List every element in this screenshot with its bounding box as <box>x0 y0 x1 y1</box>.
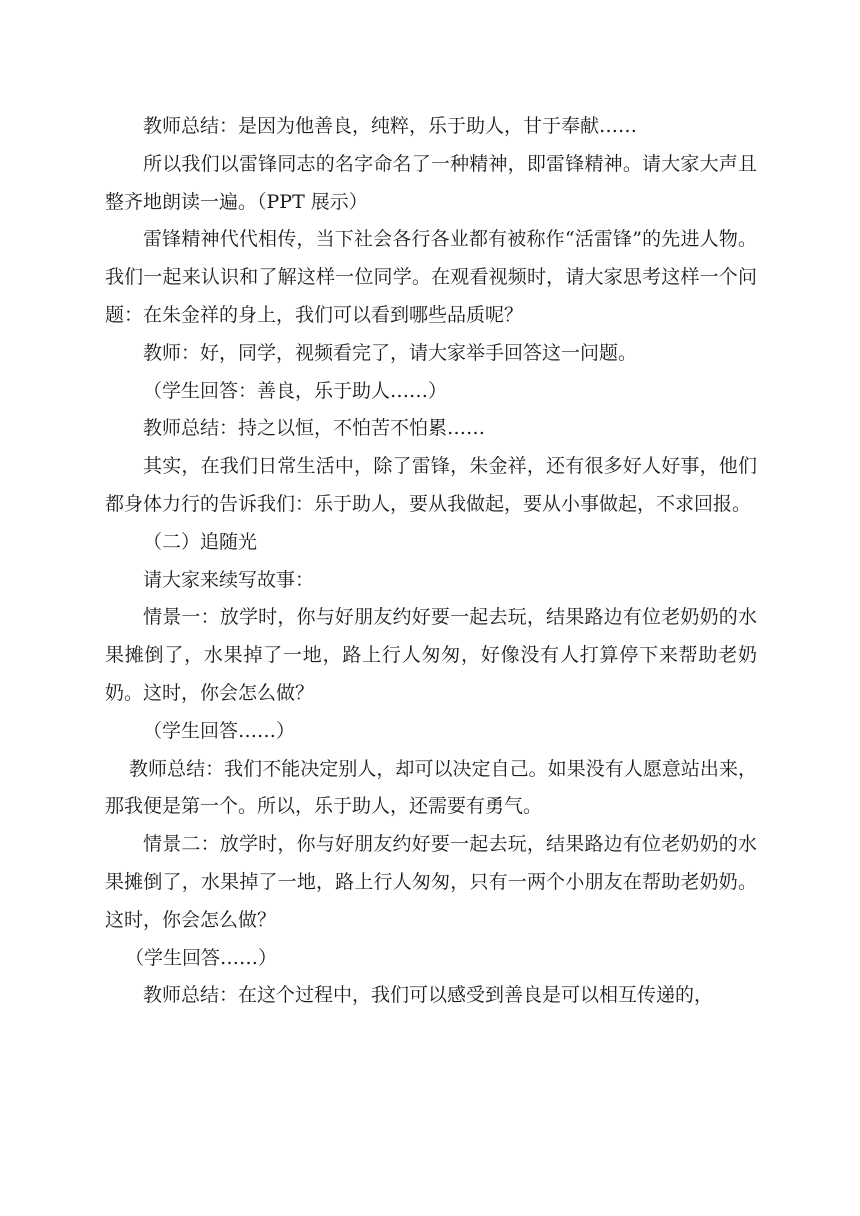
paragraph-scenario-two: 情景二：放学时，你与好朋友约好要一起去玩，结果路边有位老奶奶的水果摊倒了，水果掉了一地，路上行人匆匆，只有一两个小朋友在帮助老奶奶。这时，你会怎么做？ <box>105 833 757 931</box>
paragraph-student-answer-1: （学生回答：善良，乐于助人……） <box>143 379 448 402</box>
paragraph-continue-story: 请大家来续写故事： <box>143 568 315 591</box>
paragraph-teacher-summary-2: 教师总结：持之以恒，不怕苦不怕累…… <box>143 417 486 440</box>
paragraph-student-answer-2: （学生回答……） <box>143 719 296 742</box>
section-heading-follow-light: （二）追随光 <box>143 530 258 553</box>
paragraph-teacher-summary-4: 教师总结：在这个过程中，我们可以感受到善良是可以相互传递的， <box>143 984 714 1007</box>
paragraph-scenario-one: 情景一：放学时，你与好朋友约好要一起去玩，结果路边有位老奶奶的水果摊倒了，水果掉了一地，路上行人匆匆，好像没有人打算停下来帮助老奶奶。这时，你会怎么做？ <box>105 606 757 704</box>
paragraph-spirit-passed-on: 雷锋精神代代相传，当下社会各行各业都有被称作“活雷锋”的先进人物。我们一起来认识和了解这样一位同学。在观看视频时，请大家思考这样一个问题：在朱金祥的身上，我们可以看到哪些品质呢？ <box>105 228 757 326</box>
paragraph-teacher-summary-1: 教师总结：是因为他善良，纯粹，乐于助人，甘于奉献…… <box>143 115 638 137</box>
paragraph-teacher-summary-3: 教师总结：我们不能决定别人，却可以决定自己。如果没有人愿意站出来，那我便是第一个。所以，乐于助人，还需要有勇气。 <box>105 757 757 818</box>
paragraph-lei-feng-spirit: 所以我们以雷锋同志的名字命名了一种精神，即雷锋精神。请大家大声且整齐地朗读一遍。（PPT 展示） <box>105 152 757 213</box>
paragraph-student-answer-3: （学生回答……） <box>125 946 278 969</box>
document-body <box>105 108 757 1015</box>
paragraph-teacher-question: 教师：好，同学，视频看完了，请大家举手回答这一问题。 <box>143 341 638 364</box>
paragraph-daily-life: 其实，在我们日常生活中，除了雷锋，朱金祥，还有很多好人好事，他们都身体力行的告诉我们：乐于助人，要从我做起，要从小事做起，不求回报。 <box>105 455 757 515</box>
